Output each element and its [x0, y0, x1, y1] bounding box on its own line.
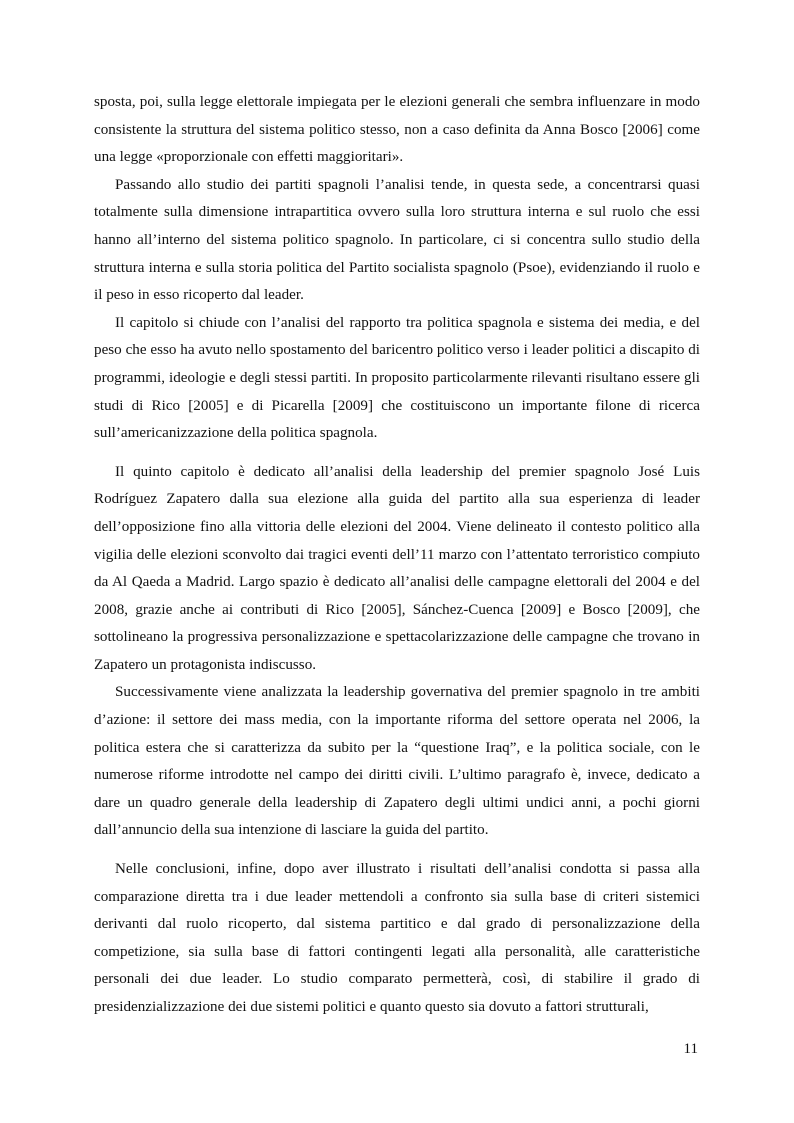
page-number: 11 [683, 1041, 698, 1057]
paragraph-spanish-parties: Passando allo studio dei partiti spagnoli l’analisi tende, in questa sede, a concentrarsi quasi totalmente sulla dimensione intrapartitica ovvero sulla loro struttura interna e sul ruolo che essi hanno all’interno del sistema politico spagnolo. In particolare, ci si concentra sullo studio della struttura interna e sulla storia politica del Partito socialista spagnolo (Psoe), evidenziando il ruolo e il peso in esso ricoperto dal leader. [94, 176, 700, 304]
paragraph-continuation: sposta, poi, sulla legge elettorale impiegata per le elezioni generali che sembra influenzare in modo consistente la struttura del sistema politico stesso, non a caso definita da Anna Bosco [2006] come una legge «proporzionale con effetti maggioritari». [94, 94, 700, 166]
paragraph-fifth-chapter: Il quinto capitolo è dedicato all’analisi della leadership del premier spagnolo José Luis Rodríguez Zapatero dalla sua elezione alla guida del partito alla sua esperienza di leader dell’opposizione fino alla vittoria delle elezioni del 2004. Viene delineato il contesto politico alla vigilia delle elezioni sconvolto dai tragici eventi dell’11 marzo con l’attentato terroristico compiuto da Al Qaeda a Madrid. Largo spazio è dedicato all’analisi delle campagne elettorali del 2004 e del 2008, grazie anche ai contributi di Rico [2005], Sánchez-Cuenca [2009] e Bosco [2009], che sottolineano la progressiva personalizzazione e spettacolarizzazione delle campagne che trovano in Zapatero un protagonista indiscusso. [94, 463, 700, 673]
paragraph-government-leadership: Successivamente viene analizzata la leadership governativa del premier spagnolo in tre ambiti d’azione: il settore dei mass media, con la importante riforma del settore operata nel 2006, la politica estera che si caratterizza da subito per la “questione Iraq”, e la politica sociale, con le numerose riforme introdotte nel campo dei diritti civili. L’ultimo paragrafo è, invece, dedicato a dare un quadro generale della leadership di Zapatero degli ultimi undici anni, a pochi giorni dall’annuncio della sua intenzione di lasciare la guida del partito. [94, 684, 700, 839]
paragraph-media-chapter-close: Il capitolo si chiude con l’analisi del rapporto tra politica spagnola e sistema dei media, e del peso che esso ha avuto nello spostamento del baricentro politico verso i leader politici a discapito di programmi, ideologie e degli stessi partiti. In proposito particolarmente rilevanti risultano essere gli studi di Rico [2005] e di Picarella [2009] che costituiscono un importante filone di ricerca sull’americanizzazione della politica spagnola. [94, 314, 700, 442]
page-body [94, 89, 700, 1022]
paragraph-conclusions: Nelle conclusioni, infine, dopo aver illustrato i risultati dell’analisi condotta si passa alla comparazione diretta tra i due leader mettendoli a confronto sia sulla base di criteri sistemici derivanti dal ruolo ricoperto, dal sistema partitico e dal grado di personalizzazione della competizione, sia sulla base di fattori contingenti legati alla personalità, alle caratteristiche personali dei due leader. Lo studio comparato permetterà, così, di stabilire il grado di presidenzializzazione dei due sistemi politici e quanto questo sia dovuto a fattori strutturali, [94, 861, 700, 1015]
